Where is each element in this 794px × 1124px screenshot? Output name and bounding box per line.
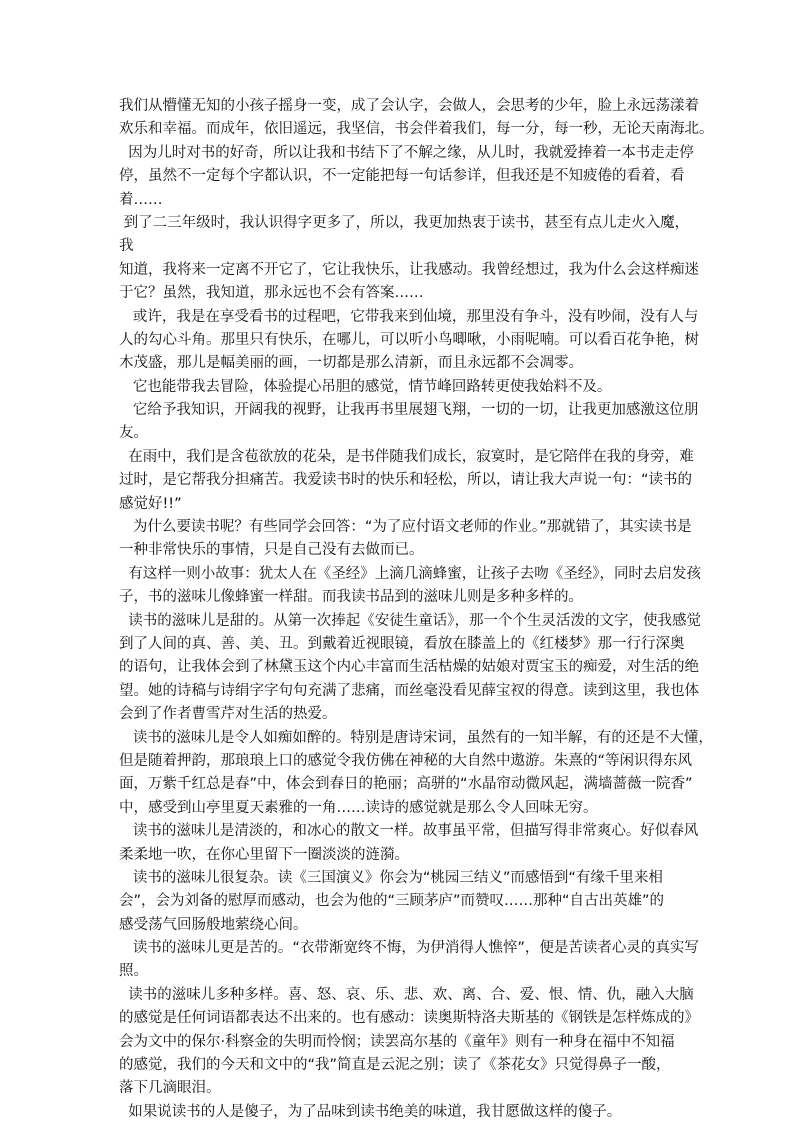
text-line: 读书的滋味儿更是苦的。“衣带渐宽终不悔，为伊消得人憔悴”，便是苦读者心灵的真实写 bbox=[119, 940, 699, 957]
text-line: 停，虽然不一定每个字都认识，不一定能把每一句话参详，但我还是不知疲倦的看着，看 bbox=[119, 168, 685, 185]
text-line: 在雨中，我们是含苞欲放的花朵，是书伴随我们成长，寂寞时，是它陪伴在我的身旁，难 bbox=[119, 448, 694, 465]
text-line: 过时，是它帮我分担痛苦。我爱读书时的快乐和轻松，所以，请让我大声说一句：“读书的 bbox=[119, 472, 693, 489]
text-line: 到了二三年级时，我认识得字更多了，所以，我更加热衷于读书，甚至有点儿走火入魔， bbox=[119, 214, 690, 231]
text-line: 为什么要读书呢？有些同学会回答：“为了应付语文老师的作业。”那就错了，其实读书是 bbox=[119, 519, 692, 536]
text-line: 木茂盛，那儿是幅美丽的画，一切都是那么清新，而且永远都不会凋零。 bbox=[119, 355, 583, 372]
text-line: 的感觉是任何词语都表达不出来的。也有感动：读奥斯特洛夫斯基的《钢铁是怎样炼成的》 bbox=[119, 1010, 699, 1027]
text-line: 的语句，让我体会到了林黛玉这个内心丰富而生活枯燥的姑娘对贾宝玉的痴爱，对生活的绝 bbox=[119, 659, 699, 676]
text-line: 面，万紫千红总是春”中，体会到春日的艳丽；高骈的“水晶帘动微风起，满墙蔷薇一院香” bbox=[119, 776, 693, 793]
text-line: 如果说读书的人是傻子，为了品味到读书绝美的味道，我甘愿做这样的傻子。 bbox=[119, 1103, 622, 1120]
text-line: 会”，会为刘备的慰厚而感动，也会为他的“三顾茅庐”而赞叹……那种“自古出英雄”的 bbox=[119, 893, 665, 910]
text-line: 读书的滋味儿是令人如痴如醉的。特别是唐诗宋词，虽然有的一知半解，有的还是不大懂， bbox=[119, 729, 713, 746]
text-line: 会到了作者曹雪芹对生活的热爱。 bbox=[119, 706, 337, 723]
text-line: 它也能带我去冒险，体验提心吊胆的感觉，情节峰回路转更使我始料不及。 bbox=[119, 378, 612, 395]
text-line: 读书的滋味儿很复杂。读《三国演义》你会为“桃园三结义”而感悟到“有缘千里来相 bbox=[119, 869, 663, 886]
essay-body bbox=[119, 95, 714, 1124]
text-line: 于它？虽然，我知道，那永远也不会有答案…… bbox=[119, 285, 424, 302]
text-line: 它给予我知识，开阔我的视野，让我再书里展翅飞翔，一切的一切，让我更加感激这位朋 bbox=[119, 402, 699, 419]
text-line: 读书的滋味儿多种多样。喜、怒、哀、乐、悲、欢、离、合、爱、恨、情、仇，融入大脑 bbox=[119, 986, 694, 1003]
text-line: 或许，我是在享受看书的过程吧，它带我来到仙境，那里没有争斗，没有吵闹，没有人与 bbox=[119, 308, 699, 325]
text-line: 着…… bbox=[119, 191, 163, 208]
text-line: 望。她的诗稿与诗绢字字句句充满了悲痛，而丝毫没看见薛宝衩的得意。读到这里，我也体 bbox=[119, 682, 699, 699]
text-line: 感受荡气回肠般地萦绕心间。 bbox=[119, 916, 308, 933]
text-line: 知道，我将来一定离不开它了，它让我快乐，让我感动。我曾经想过，我为什么会这样痴迷 bbox=[119, 261, 699, 278]
text-line: 因为儿时对书的好奇，所以让我和书结下了不解之缘，从儿时，我就爱捧着一本书走走停 bbox=[119, 144, 694, 161]
text-line: 子，书的滋味儿像蜂蜜一样甜。而我读书品到的滋味儿则是多种多样的。 bbox=[119, 589, 583, 606]
text-line: 欢乐和幸福。而成年，依旧遥远，我坚信，书会伴着我们，每一分，每一秒，无论天南海北。 bbox=[119, 121, 714, 138]
text-line: 柔柔地一吹，在你心里留下一圈淡淡的涟漪。 bbox=[119, 846, 409, 863]
text-line: 我 bbox=[119, 238, 134, 255]
text-line: 但是随着押韵，那琅琅上口的感觉令我仿佛在神秘的大自然中遨游。朱熹的“等闲识得东风 bbox=[119, 752, 693, 769]
text-line: 感觉好!!” bbox=[119, 495, 182, 512]
text-line: 读书的滋味儿是清淡的，和冰心的散文一样。故事虽平常，但描写得非常爽心。好似春风 bbox=[119, 823, 699, 840]
text-line: 中，感受到山亭里夏天素雅的一角……读诗的感觉就是那么令人回味无穷。 bbox=[119, 799, 598, 816]
text-line: 到了人间的真、善、美、丑。到戴着近视眼镜，看放在膝盖上的《红楼梦》那一行行深奥 bbox=[119, 635, 685, 652]
text-line: 会为文中的保尔·科察金的失明而怜悯；读罢高尔基的《童年》则有一种身在福中不知福 bbox=[119, 1033, 675, 1050]
text-line: 我们从懵懂无知的小孩子摇身一变，成了会认字，会做人，会思考的少年，脸上永远荡漾着 bbox=[119, 98, 699, 114]
text-line: 人的勾心斗角。那里只有快乐，在哪儿，可以听小鸟唧啾，小雨呢喃。可以看百花争艳，树 bbox=[119, 331, 699, 348]
text-line: 落下几滴眼泪。 bbox=[119, 1080, 221, 1097]
text-line: 照。 bbox=[119, 963, 148, 980]
text-line: 友。 bbox=[119, 425, 148, 442]
text-line: 有这样一则小故事：犹太人在《圣经》上滴几滴蜂蜜，让孩子去吻《圣经》，同时去启发孩 bbox=[119, 565, 701, 582]
text-line: 的感觉，我们的今天和文中的“我”简直是云泥之别；读了《茶花女》只觉得鼻子一酸， bbox=[119, 1057, 671, 1074]
text-line: 读书的滋味儿是甜的。从第一次捧起《安徒生童话》，那一个个生灵活泼的文字，使我感觉 bbox=[119, 612, 701, 629]
text-line: 一种非常快乐的事情，只是自己没有去做而已。 bbox=[119, 542, 424, 559]
